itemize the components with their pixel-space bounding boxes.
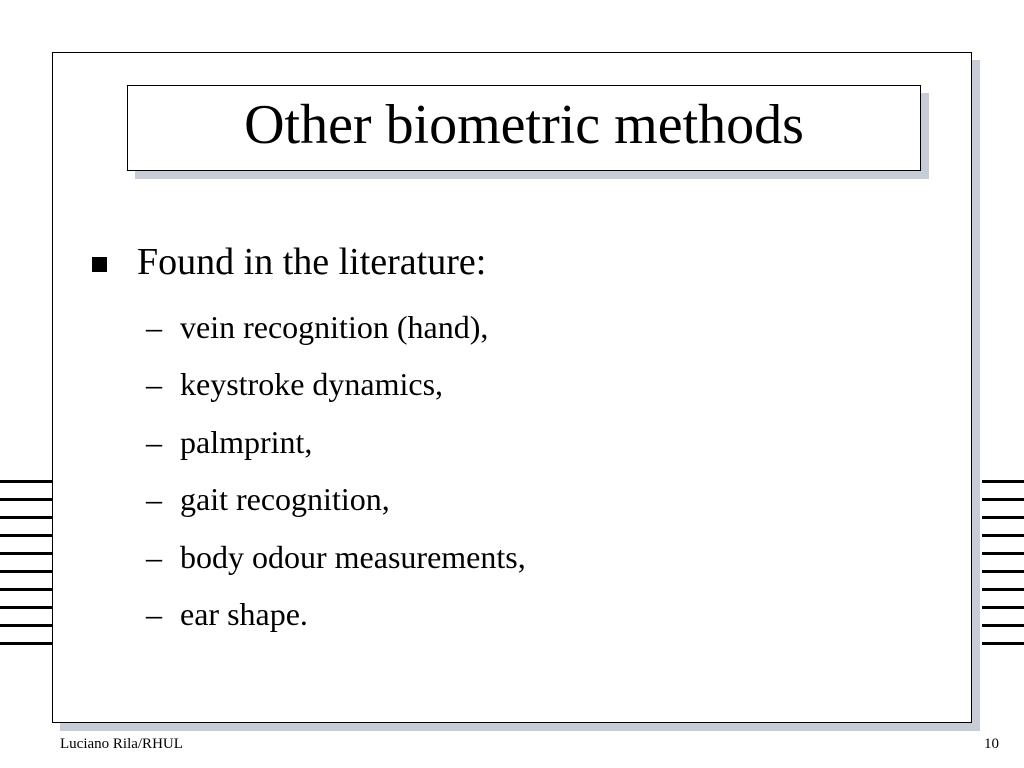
main-bullet	[92, 243, 486, 281]
list-item	[146, 538, 526, 595]
list-item-text: vein recognition (hand),	[180, 309, 489, 345]
main-bullet-text: Found in the literature:	[137, 241, 487, 283]
list-item-text: ear shape.	[180, 595, 308, 632]
dash-marker: –	[146, 595, 162, 632]
dash-marker: –	[146, 423, 162, 460]
list-item	[146, 365, 526, 422]
square-bullet-icon	[92, 257, 107, 272]
list-item-text: gait recognition,	[180, 481, 390, 518]
list-item	[146, 308, 526, 365]
title-box	[127, 85, 921, 171]
list-item	[146, 480, 526, 537]
list-item-text: keystroke dynamics,	[180, 366, 444, 403]
dash-marker: –	[146, 366, 162, 403]
list-item	[146, 423, 526, 480]
slide-title: Other biometric methods	[244, 94, 804, 156]
dash-marker: –	[146, 481, 162, 518]
list-item	[146, 595, 526, 652]
page-number: 10	[984, 736, 999, 752]
list-item-text: palmprint,	[180, 423, 313, 460]
dash-marker: –	[146, 309, 162, 345]
list-item-text: body odour measurements,	[180, 538, 526, 575]
footer-author: Luciano Rila/RHUL	[60, 736, 183, 752]
sub-bullet-list	[146, 308, 526, 652]
dash-marker: –	[146, 538, 162, 575]
